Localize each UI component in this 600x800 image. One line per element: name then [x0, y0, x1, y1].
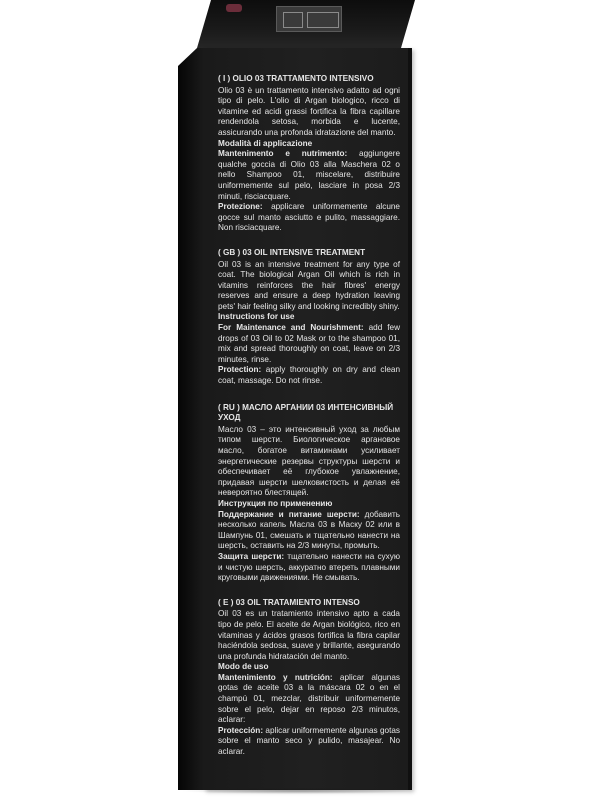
section-body: Oil 03 is an intensive treatment for any type of coat. The biological Argan Oil which is rich in vitamins reinforces the hair fibres' energy reserves and ensure a deep hydration leaving pets' hair feeling silky and looking incredibly shiny. [218, 259, 400, 311]
instruction-label: Protección: [218, 725, 264, 735]
box-shadow [180, 788, 416, 794]
instruction-paragraph [218, 149, 400, 202]
section-italian [218, 74, 400, 234]
instruction-paragraph [218, 323, 400, 365]
instructions-title: Инструкция по применению [218, 498, 333, 508]
instruction-paragraph [218, 552, 400, 584]
instruction-text: aggiungere qualche goccia di Olio 03 alla Maschera 02 o nello Shampoo 01, miscelare, distribuire uniformemente sul pelo, lasciare in posa 2/3 minuti, risciacquare. [218, 149, 401, 201]
lid-logo-icon [276, 6, 342, 32]
instruction-label: Mantenimento e nutrimento: [218, 149, 348, 159]
section-body: Масло 03 – это интенсивный уход за любым типом шерсти. Биологическое аргановое масло, богатое витаминами усиливает энергетические резервы структуры шерсти и обеспечивает её глубокое увлажнение, придавая шерсти шелковистость и делая её невероятно блестящей. [218, 424, 400, 498]
instruction-label: Mantenimiento y nutrición: [218, 672, 333, 682]
section-title: ( RU ) МАСЛО АРГАНИИ 03 ИНТЕНСИВНЫЙ УХОД [218, 402, 394, 423]
instruction-label: Protection: [218, 365, 262, 375]
instruction-paragraph [218, 202, 400, 234]
instruction-paragraph [218, 365, 400, 386]
instruction-label: Поддержание и питание шерсти: [218, 509, 360, 519]
instructions-title: Instructions for use [218, 312, 295, 322]
section-body: Oil 03 es un tratamiento intensivo apto a cada tipo de pelo. El aceite de Argan biológico, rico en vitaminas y ácidos grasos fortifica la fibra capilar haciéndola sedosa, suave y brillante, asegurando una profunda hidratación del manto. [218, 609, 400, 661]
section-english [218, 248, 400, 387]
instruction-label: Protezione: [218, 202, 263, 212]
instruction-paragraph [218, 726, 400, 758]
instruction-paragraph [218, 510, 400, 552]
instruction-label: For Maintenance and Nourishment: [218, 323, 364, 333]
section-russian [218, 403, 400, 584]
instruction-text: добавить несколько капель Масла 03 в Маску 02 или в Шампунь 01, смешать и тщательно нанести на шерсть, оставить на 2/3 минуты, промыть. [218, 509, 400, 551]
box-right-edge [408, 48, 412, 790]
instructions-title: Modo de uso [218, 662, 269, 672]
lid-brand-mark [226, 4, 242, 12]
instruction-text: add few drops of 03 Oil to 02 Mask or to the shampoo 01, mix and spread thoroughly on coat, leave on 2/3 minutes, rinse. [218, 323, 400, 364]
section-title: ( E ) 03 OIL TRATAMIENTO INTENSO [218, 597, 360, 607]
box-side-face [178, 48, 204, 790]
section-body: Olio 03 è un trattamento intensivo adatto ad ogni tipo di pelo. L'olio di Argan biologico, ricco di vitamine ed acidi grassi fortifica la fibra capillare rendendola setosa, morbida e lucente, assicurando una profonda idratazione del manto. [218, 85, 400, 137]
label-text [218, 74, 400, 767]
instruction-text: aplicar uniformemente algunas gotas sobre el manto seco y pulido, masajear. No aclarar. [218, 725, 400, 757]
instruction-text: apply thoroughly on dry and clean coat, massage. Do not rinse. [218, 365, 400, 386]
instruction-text: aplicar algunas gotas de aceite 03 a la máscara 02 o en el champú 01, mezclar, distribuir uniformemente sobre el pelo, dejar en reposo 2/3 minutos, aclarar: [218, 672, 400, 725]
instruction-text: applicare uniformemente alcune gocce sul manto asciutto e pulito, massaggiare. Non risciacquare. [218, 202, 400, 233]
instruction-paragraph [218, 673, 400, 726]
section-spanish [218, 598, 400, 758]
instruction-label: Защита шерсти: [218, 551, 285, 561]
section-title: ( GB ) 03 OIL INTENSIVE TREATMENT [218, 247, 366, 257]
section-title: ( I ) OLIO 03 TRATTAMENTO INTENSIVO [218, 74, 374, 83]
instructions-title: Modalità di applicazione [218, 138, 313, 148]
instruction-text: тщательно нанести на сухую и чистую шерсть, аккуратно втереть плавными круговыми движениями. Не смывать. [218, 551, 400, 583]
